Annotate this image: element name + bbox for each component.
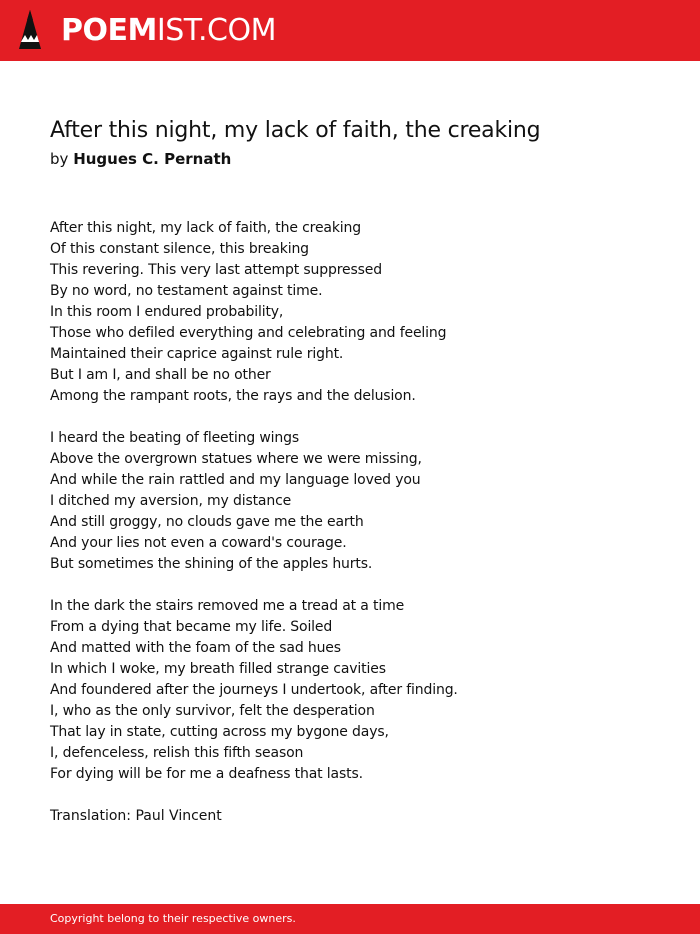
logo-light-text: IST.COM	[156, 13, 276, 48]
poem-line: Among the rampant roots, the rays and the delusion.	[50, 388, 416, 404]
poem-line: But sometimes the shining of the apples hurts.	[50, 556, 373, 572]
byline	[50, 149, 231, 169]
author-name: Hugues C. Pernath	[73, 150, 232, 168]
poem-line: In which I woke, my breath filled strange cavities	[50, 661, 386, 677]
poem-line: That lay in state, cutting across my bygone days,	[50, 724, 389, 740]
poem-line: And your lies not even a coward's courage.	[50, 535, 347, 551]
poem-line: And while the rain rattled and my language loved you	[50, 472, 421, 488]
poem-line: Above the overgrown statues where we were missing,	[50, 451, 422, 467]
poem-line: And matted with the foam of the sad hues	[50, 640, 341, 656]
poem-line: By no word, no testament against time.	[50, 283, 323, 299]
poem-line: For dying will be for me a deafness that lasts.	[50, 766, 363, 782]
poem-line: Of this constant silence, this breaking	[50, 241, 309, 257]
translation-credit: Translation: Paul Vincent	[50, 808, 222, 824]
poem-body	[50, 218, 670, 806]
poem-line: But I am I, and shall be no other	[50, 367, 271, 383]
poem-stanza	[50, 218, 670, 407]
poem-line: I heard the beating of fleeting wings	[50, 430, 300, 446]
poem-stanza	[50, 596, 670, 785]
poem-stanza	[50, 428, 670, 575]
copyright-text: Copyright belong to their respective owners.	[50, 912, 296, 925]
poem-line: I ditched my aversion, my distance	[50, 493, 292, 509]
header-bar	[0, 0, 700, 61]
poem-line: Those who defiled everything and celebrating and feeling	[50, 325, 447, 341]
poem-line: I, who as the only survivor, felt the desperation	[50, 703, 375, 719]
logo-bold-text: POEM	[61, 13, 157, 48]
poem-line: And still groggy, no clouds gave me the earth	[50, 514, 364, 530]
poem-line: I, defenceless, relish this fifth season	[50, 745, 304, 761]
site-logo[interactable]	[61, 13, 276, 49]
poem-line: Maintained their caprice against rule right.	[50, 346, 344, 362]
poem-line: In this room I endured probability,	[50, 304, 284, 320]
poem-line: And foundered after the journeys I undertook, after finding.	[50, 682, 458, 698]
pencil-tip-icon	[18, 9, 42, 51]
poem-title: After this night, my lack of faith, the creaking	[50, 118, 541, 143]
poem-line: This revering. This very last attempt suppressed	[50, 262, 382, 278]
poem-line: In the dark the stairs removed me a tread at a time	[50, 598, 405, 614]
poem-line: From a dying that became my life. Soiled	[50, 619, 333, 635]
poem-line: After this night, my lack of faith, the creaking	[50, 220, 361, 236]
footer-bar	[0, 904, 700, 934]
by-label: by	[50, 150, 69, 168]
